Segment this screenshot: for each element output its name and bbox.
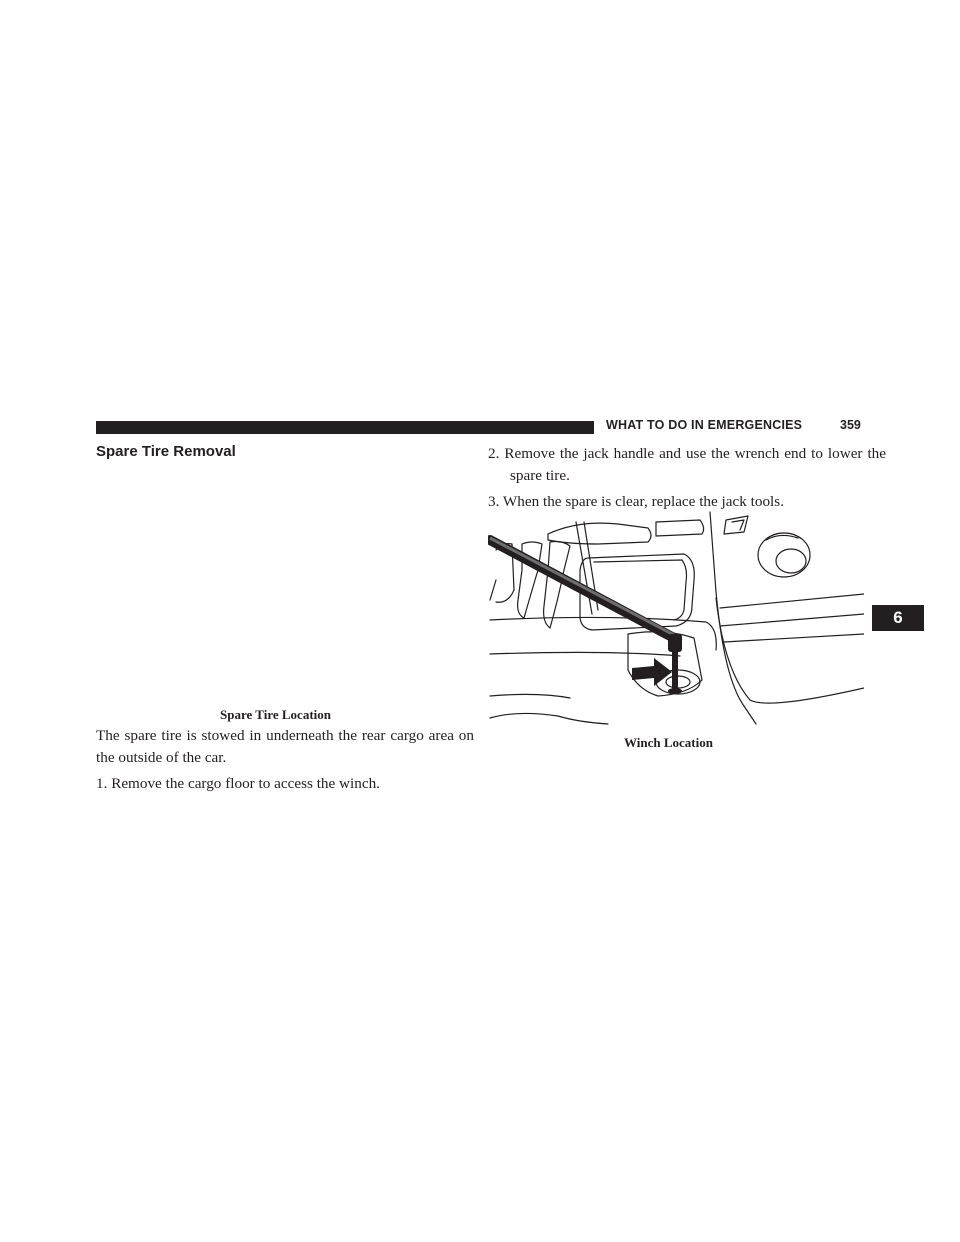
page-number: 359 (840, 418, 861, 432)
header-rule (96, 421, 594, 434)
step-3: 3. When the spare is clear, replace the jack tools. (488, 493, 784, 510)
section-heading: Spare Tire Removal (96, 443, 236, 460)
step-1: 1. Remove the cargo floor to access the winch. (96, 775, 380, 792)
running-header-title: WHAT TO DO IN EMERGENCIES (606, 418, 803, 432)
chapter-tab: 6 (872, 605, 924, 631)
winch-location-caption: Winch Location (624, 735, 713, 750)
spare-tire-paragraph: The spare tire is stowed in underneath the rear cargo area on the outside of the car. (96, 727, 474, 766)
winch-location-illustration (488, 510, 864, 726)
spare-tire-location-figure (96, 466, 472, 702)
step-2: 2. Remove the jack handle and use the wrench end to lower the spare tire. (488, 445, 886, 484)
spare-tire-location-caption: Spare Tire Location (220, 707, 331, 722)
